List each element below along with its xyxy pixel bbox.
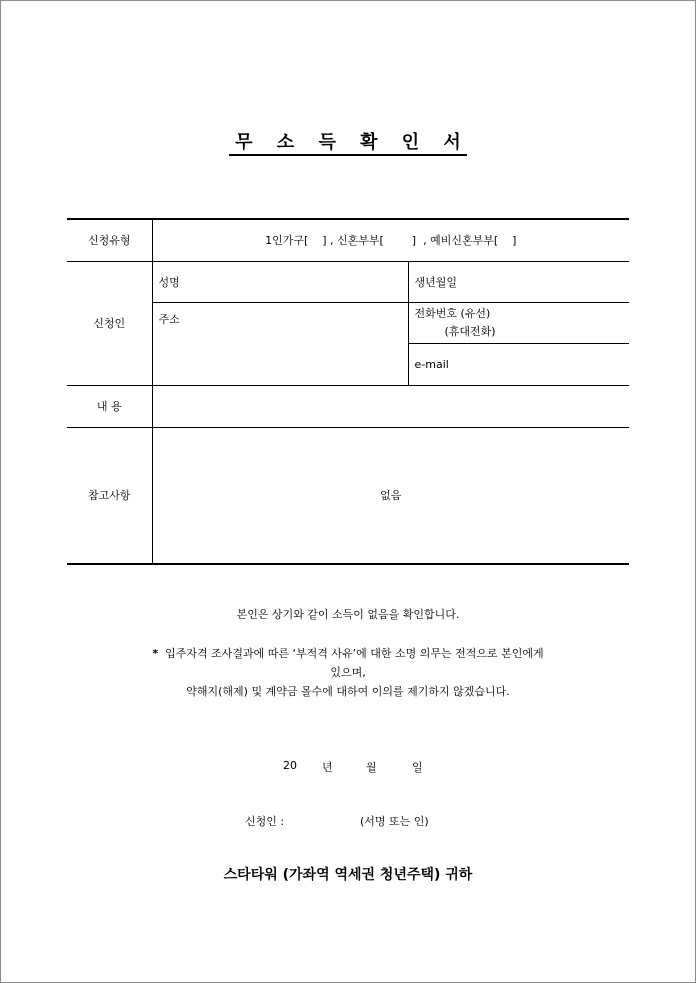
- phone-field[interactable]: [408, 302, 629, 343]
- birth-field[interactable]: 생년월일: [408, 261, 629, 302]
- notice-text: [120, 644, 576, 701]
- date-day: 일: [412, 761, 423, 774]
- note-line-3: 약해지(해제) 및 계약금 몰수에 대하여 이의를 제기하지 않겠습니다.: [186, 685, 510, 698]
- document-title: 무 소 득 확 인 서: [0, 128, 696, 154]
- address-field[interactable]: 주소: [152, 302, 408, 385]
- remarks-label: 참고사항: [67, 427, 152, 564]
- type-value: 1인가구[ ] , 신혼부부[ ] , 예비신혼부부[ ]: [152, 219, 629, 261]
- note-line-2: 있으며,: [330, 666, 366, 679]
- name-field[interactable]: 성명: [152, 261, 408, 302]
- signer-label: 신청인 :: [245, 815, 285, 828]
- addressee: 스타타워 (가좌역 역세권 청년주택) 귀하: [223, 867, 473, 883]
- application-form-table: [67, 218, 629, 565]
- date-year-prefix: 20: [283, 759, 297, 772]
- type-label: 신청유형: [67, 219, 152, 261]
- phone-label: 전화번호 (유선): [414, 306, 491, 320]
- note-star: *: [152, 647, 159, 660]
- confirmation-statement: 본인은 상기와 같이 소득이 없음을 확인합니다.: [236, 608, 460, 621]
- content-label: 내 용: [67, 385, 152, 427]
- note-line-1: 입주자격 조사결과에 따른 ‘부적격 사유’에 대한 소명 의무는 전적으로 본인에게: [165, 647, 544, 660]
- applicant-label: 신청인: [67, 261, 152, 385]
- email-field[interactable]: e-mail: [408, 343, 629, 385]
- signature-field[interactable]: (서명 또는 인): [360, 815, 429, 828]
- remarks-value: 없음: [152, 427, 629, 564]
- mobile-label: (휴대전화): [444, 324, 496, 338]
- content-field[interactable]: [152, 385, 629, 427]
- date-month: 월: [366, 761, 377, 774]
- date-year: 년: [322, 761, 333, 774]
